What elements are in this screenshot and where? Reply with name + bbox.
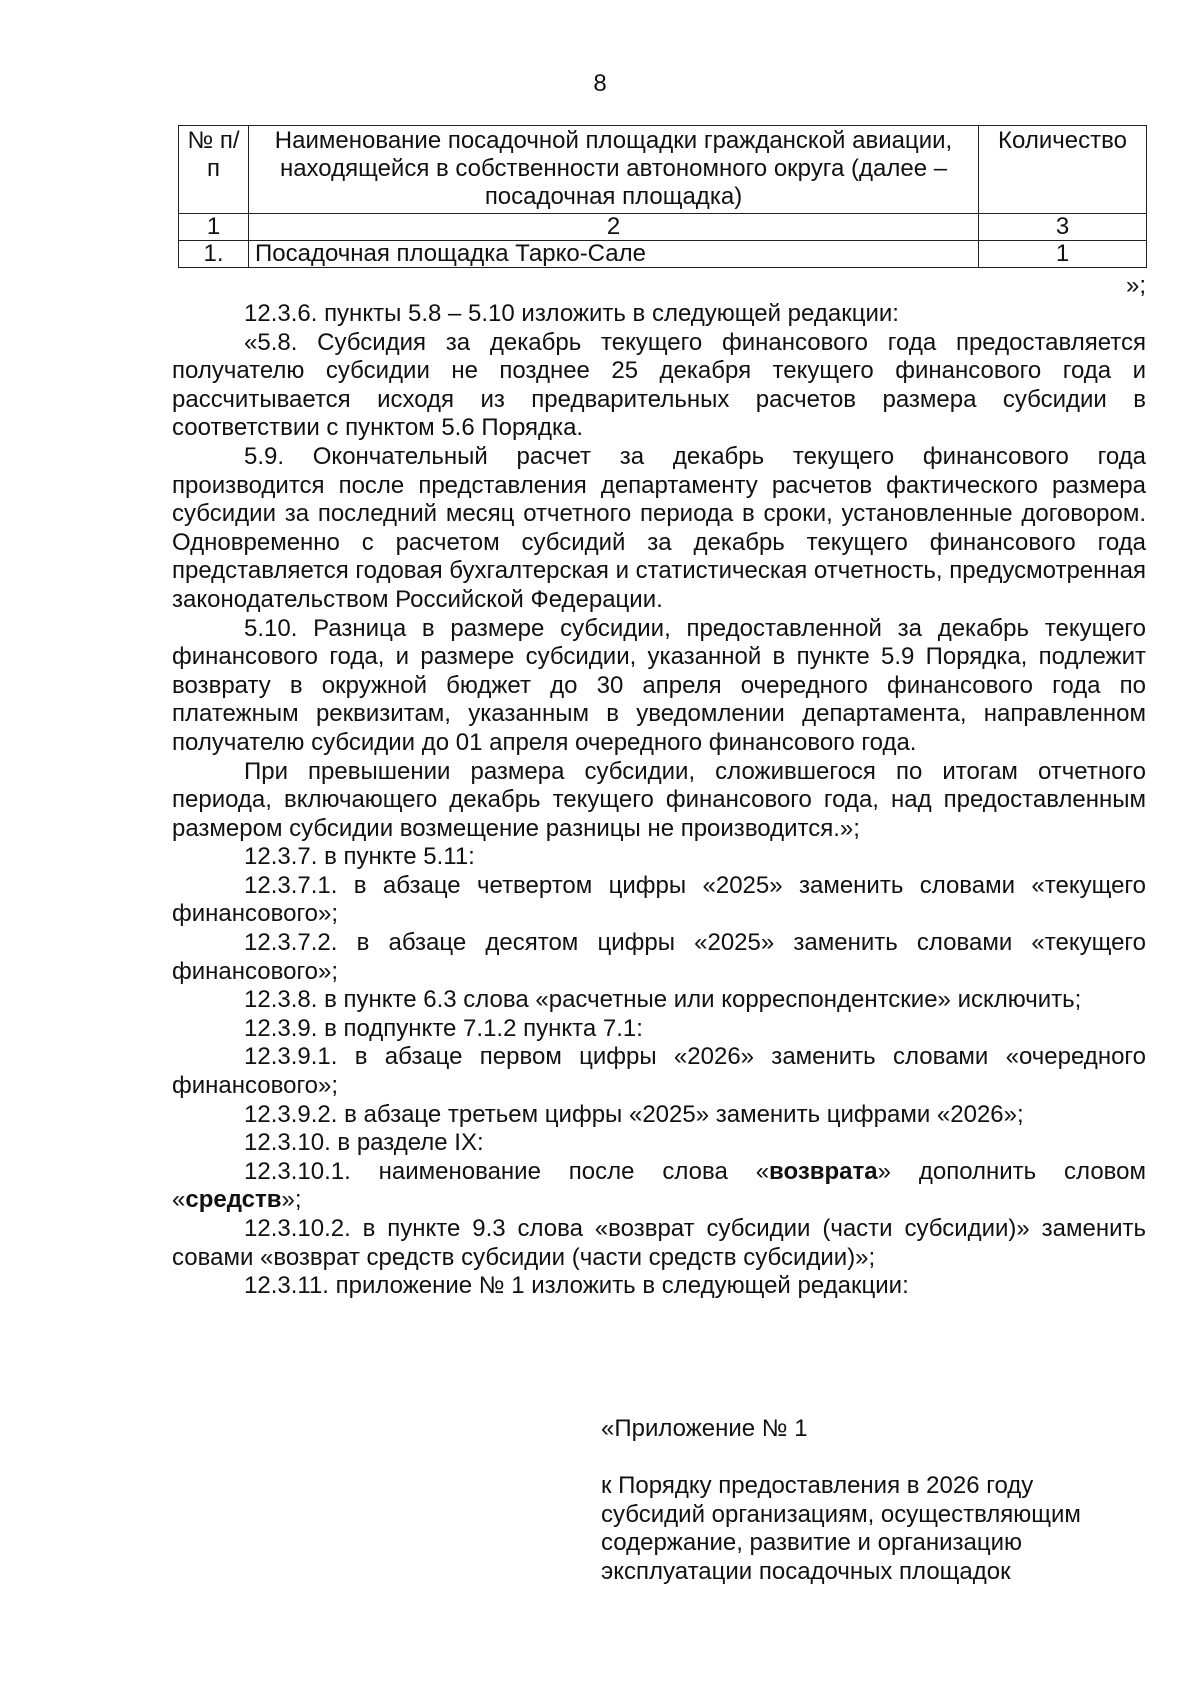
paragraph: 12.3.9. в подпункте 7.1.2 пункта 7.1: bbox=[244, 1014, 643, 1042]
paragraph: 12.3.10.2. в пункте 9.3 слова «возврат субсидии (части субсидии)» заменить совами «возврат средств субсидии (части средств субсидии)»; bbox=[172, 1215, 1146, 1271]
page-number: 8 bbox=[593, 70, 607, 97]
paragraph: 12.3.9.2. в абзаце третьем цифры «2025» заменить цифрами «2026»; bbox=[244, 1100, 1024, 1128]
column-number-row bbox=[179, 214, 1147, 241]
header-num: № п/п bbox=[179, 126, 249, 214]
paragraph: 12.3.9.1. в абзаце первом цифры «2026» заменить словами «очередного финансового»; bbox=[172, 1043, 1146, 1100]
column-number: 1 bbox=[179, 214, 249, 241]
row-name: Посадочная площадка Тарко-Сале bbox=[249, 241, 979, 268]
document-body bbox=[172, 300, 1146, 1301]
table-header-row bbox=[179, 126, 1147, 214]
paragraph: 12.3.8. в пункте 6.3 слова «расчетные или корреспондентские» исключить; bbox=[244, 986, 1082, 1014]
row-qty: 1 bbox=[979, 241, 1147, 268]
header-name: Наименование посадочной площадки гражданской авиации, находящейся в собственности автономного округа (далее – посадочная площадка) bbox=[249, 126, 979, 214]
paragraph: При превышении размера субсидии, сложившегося по итогам отчетного периода, включающего декабрь текущего финансового года, над предоставленным размером субсидии возмещение разницы не производится.»; bbox=[172, 757, 1146, 842]
landing-sites-table bbox=[178, 125, 1147, 268]
row-num: 1. bbox=[179, 241, 249, 268]
paragraph: «5.8. Субсидия за декабрь текущего финансового года предоставляется получателю субсидии не позднее 25 декабря текущего финансового года и рассчитывается исходя из предварительных расчетов размера субсидии в соответствии с пунктом 5.6 Порядка. bbox=[172, 328, 1146, 442]
paragraph: 12.3.7.1. в абзаце четвертом цифры «2025» заменить словами «текущего финансового»; bbox=[172, 871, 1146, 928]
column-number: 3 bbox=[979, 214, 1147, 241]
paragraph bbox=[172, 1158, 1146, 1215]
bold-word: средств bbox=[185, 1186, 282, 1214]
appendix-line: содержание, развитие и организацию bbox=[601, 1529, 1023, 1557]
appendix-line: эксплуатации посадочных площадок bbox=[601, 1557, 1011, 1585]
text-segment: »; bbox=[281, 1186, 302, 1214]
paragraph: 12.3.7.2. в абзаце десятом цифры «2025» заменить словами «текущего финансового»; bbox=[172, 929, 1146, 985]
appendix-title: «Приложение № 1 bbox=[601, 1415, 808, 1442]
text-segment: » дополнить словом « bbox=[172, 1157, 1146, 1214]
paragraph: 12.3.6. пункты 5.8 – 5.10 изложить в следующей редакции: bbox=[244, 300, 899, 327]
paragraph: 5.9. Окончательный расчет за декабрь текущего финансового года производится после представления департаменту расчетов фактического размера субсидии за последний месяц отчетного периода в сроки, установленные договором. Одновременно с расчетом субсидий за декабрь текущего финансового года представляется годовая бухгалтерская и статистическая отчетность, предусмотренная законодательством Российской Федерации. bbox=[172, 442, 1146, 613]
appendix-line: к Порядку предоставления в 2026 году bbox=[601, 1472, 1034, 1500]
table-row bbox=[179, 241, 1147, 268]
column-number: 2 bbox=[249, 214, 979, 241]
header-qty: Количество bbox=[979, 126, 1147, 214]
paragraph: 12.3.7. в пункте 5.11: bbox=[244, 843, 475, 871]
paragraph: 12.3.10. в разделе IX: bbox=[244, 1129, 484, 1157]
text-segment: 12.3.10.1. наименование после слова « bbox=[244, 1157, 770, 1185]
table-close-quote: »; bbox=[1125, 272, 1146, 299]
appendix-line: субсидий организациям, осуществляющим bbox=[601, 1500, 1081, 1528]
paragraph: 12.3.11. приложение № 1 изложить в следующей редакции: bbox=[244, 1272, 909, 1300]
appendix-header bbox=[601, 1415, 1146, 1587]
paragraph: 5.10. Разница в размере субсидии, предоставленной за декабрь текущего финансового года, и размере субсидии, указанной в пункте 5.9 Порядка, подлежит возврату в окружной бюджет до 30 апреля очередного финансового года по платежным реквизитам, указанным в уведомлении департамента, направленном получателю субсидии до 01 апреля очередного финансового года. bbox=[172, 614, 1146, 756]
bold-word: возврата bbox=[769, 1157, 878, 1185]
